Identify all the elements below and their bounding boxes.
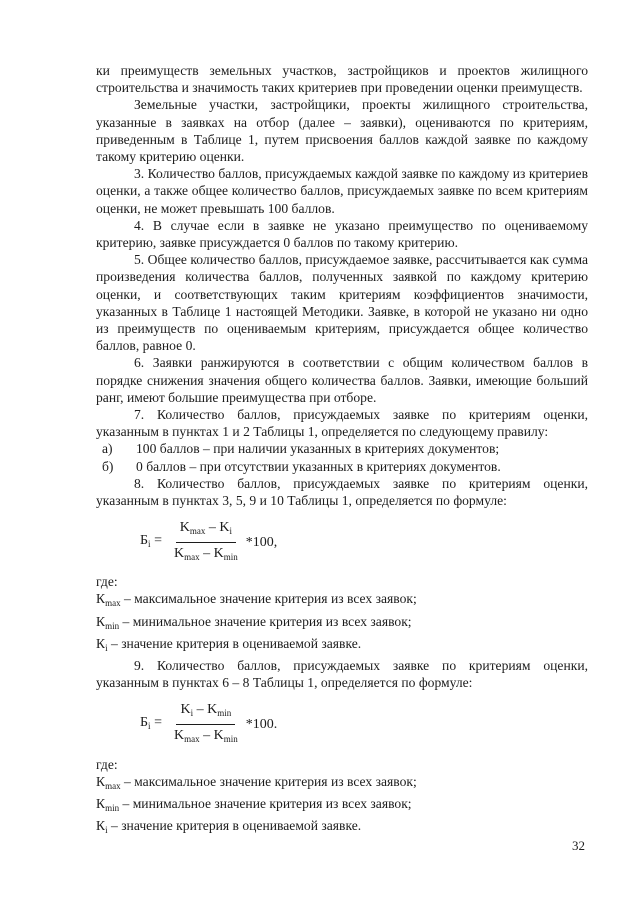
rule-item-letter: а) (102, 441, 113, 457)
definitions-label: где: (96, 756, 118, 772)
formula-fraction (170, 519, 242, 566)
rule-item-text: 0 баллов – при отсутствии указанных в критериях документов. (136, 458, 501, 474)
paragraph-point-3: 3. Количество баллов, присуждаемых каждой заявке по каждому из критериев оценки, а также общее количество баллов, присуждаемых заявке по всем критериям оценки, не может превышать 100 баллов. (96, 166, 588, 216)
formula-numerator: $K_i - K_{min}$ (176, 701, 235, 725)
paragraph-point-5: 5. Общее количество баллов, присуждаемое заявке, рассчитывается как сумма произведения количества баллов, полученных заявкой по каждому критерию оценки, и соответствующих таким критериям коэффициентов значимости, указанных в Таблице 1 настоящей Методики. Заявке, в которой не указано ни одно из преимуществ по оцениваемым критериям, присуждается общее количество баллов, равное 0. (96, 252, 588, 354)
formula-definitions-2 (96, 756, 588, 840)
rule-item-b (96, 458, 588, 475)
paragraph-point-4: 4. В случае если в заявке не указано преимущество по оцениваемому критерию, заявке присуждается 0 баллов по такому критерию. (96, 217, 588, 251)
formula-multiplier: *100, (245, 534, 278, 550)
definition-kmin: $К_{min}$ – минимальное значение критерия из всех заявок; (96, 795, 412, 813)
definition-ki: $К_i$ – значение критерия в оцениваемой заявке. (96, 635, 362, 653)
formula-fraction (170, 701, 242, 748)
formula-points-6-8 (140, 700, 588, 750)
definition-kmax: $К_{max}$ – максимальное значение критерия из всех заявок; (96, 773, 417, 791)
formula-lhs: $Б_i$ = (140, 532, 162, 549)
rule-item-text: 100 баллов – при наличии указанных в критериях документов; (136, 441, 500, 457)
paragraph-point-9: 9. Количество баллов, присуждаемых заявке по критериям оценки, указанным в пунктах 6 – 8 Таблицы 1, определяется по формуле: (96, 658, 588, 691)
definition-kmin: $К_{min}$ – минимальное значение критерия из всех заявок; (96, 613, 412, 631)
definition-kmax: $К_{max}$ – максимальное значение критерия из всех заявок; (96, 591, 417, 609)
paragraph-continuation: ки преимуществ земельных участков, застройщиков и проектов жилищного строительства и значимость таких критериев при проведении оценки преимуществ. (96, 63, 588, 96)
formula-multiplier: *100. (245, 716, 278, 732)
paragraph-point-8: 8. Количество баллов, присуждаемых заявке по критериям оценки, указанным в пунктах 3, 5, 9 и 10 Таблицы 1, определяется по формуле: (96, 475, 588, 509)
rule-item-letter: б) (102, 458, 114, 474)
paragraph-point-7: 7. Количество баллов, присуждаемых заявке по критериям оценки, указанным в пунктах 1 и 2 Таблицы 1, определяется по следующему правилу: (96, 407, 588, 440)
formula-definitions-1 (96, 573, 588, 657)
formula-denominator: $K_{max} - K_{min}$ (173, 545, 238, 562)
formula-points-3-5-9-10 (140, 517, 588, 567)
formula-numerator: $K_{max} - K_i$ (176, 519, 236, 543)
rule-item-a (96, 440, 588, 457)
definition-ki: $К_i$ – значение критерия в оцениваемой заявке. (96, 818, 362, 836)
definitions-label: где: (96, 574, 118, 590)
page-number: 32 (572, 838, 585, 853)
paragraph-evaluation-intro: Земельные участки, застройщики, проекты жилищного строительства, указанные в заявках на отбор (далее – заявки), оцениваются по критериям, приведенным в Таблице 1, путем присвоения баллов каждой заявке по каждому такому критерию оценки. (96, 97, 588, 165)
formula-denominator: $K_{max} - K_{min}$ (173, 728, 238, 744)
document-body (96, 62, 588, 839)
paragraph-point-6: 6. Заявки ранжируются в соответствии с общим количеством баллов в порядке снижения значения общего количества баллов. Заявки, имеющие больший ранг, имеют большие преимущества при отборе. (96, 355, 588, 405)
formula-lhs: $Б_i$ = (140, 714, 162, 731)
